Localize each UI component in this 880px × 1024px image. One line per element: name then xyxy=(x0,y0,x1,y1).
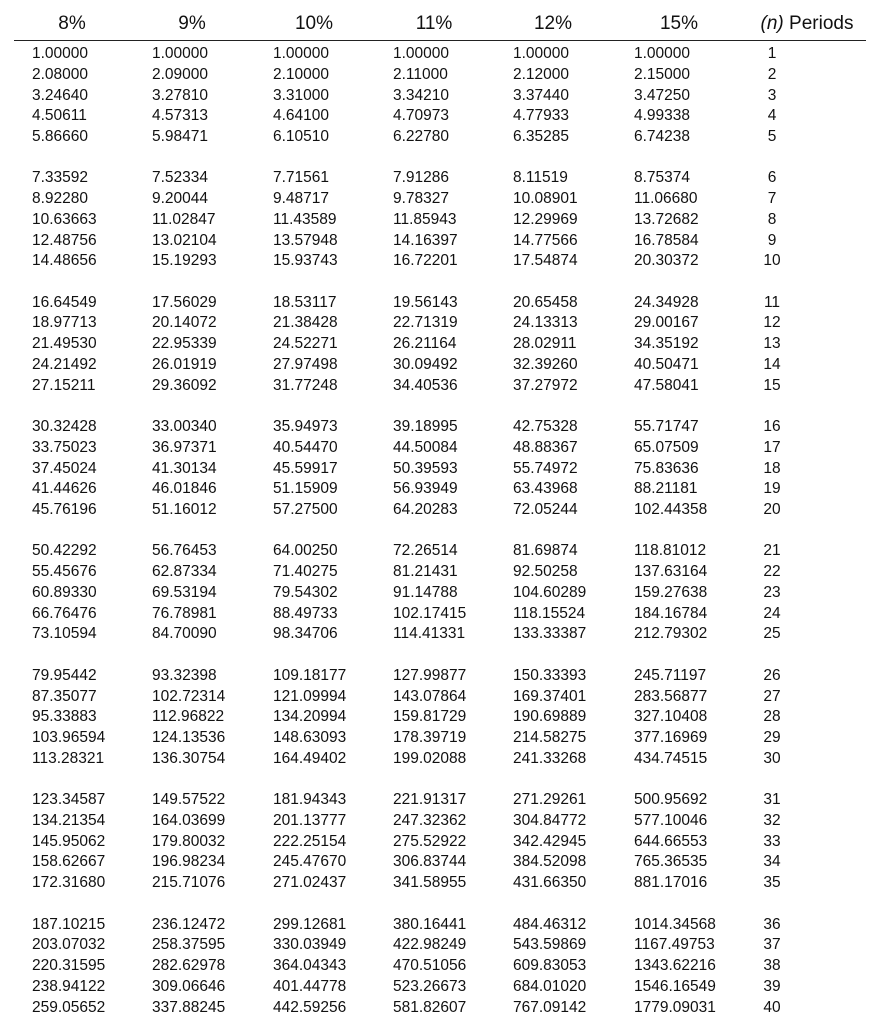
table-cell: 136.30754 xyxy=(152,749,226,767)
period-number: 18 xyxy=(763,459,781,477)
table-cell: 48.88367 xyxy=(513,438,578,456)
table-cell: 401.44778 xyxy=(273,977,347,995)
period-number: 40 xyxy=(763,998,781,1016)
table-cell: 79.54302 xyxy=(273,583,338,601)
table-cell: 283.56877 xyxy=(634,687,708,705)
table-cell: 102.17415 xyxy=(393,604,467,622)
table-cell: 304.84772 xyxy=(513,811,587,829)
table-cell: 1.00000 xyxy=(393,45,450,62)
table-cell: 9.20044 xyxy=(152,190,209,208)
table-cell: 2.12000 xyxy=(513,65,570,83)
table-cell: 306.83744 xyxy=(393,853,467,871)
table-cell: 221.91317 xyxy=(393,791,467,809)
table-cell: 56.76453 xyxy=(152,542,217,560)
table-cell: 45.59917 xyxy=(273,459,338,477)
period-number: 30 xyxy=(763,749,781,767)
table-cell: 4.50611 xyxy=(32,107,87,125)
table-cell: 56.93949 xyxy=(393,480,458,498)
table-cell: 102.44358 xyxy=(634,501,708,519)
table-cell: 342.42945 xyxy=(513,832,587,850)
period-number: 19 xyxy=(763,480,781,498)
table-cell: 12.29969 xyxy=(513,210,578,228)
table-cell: 88.21181 xyxy=(634,480,698,498)
table-cell: 66.76476 xyxy=(32,604,97,622)
table-cell: 881.17016 xyxy=(634,874,708,892)
table-cell: 169.37401 xyxy=(513,687,587,705)
table-cell: 247.32362 xyxy=(393,811,467,829)
table-cell: 39.18995 xyxy=(393,418,458,436)
table-cell: 422.98249 xyxy=(393,936,467,954)
table-cell: 24.52271 xyxy=(273,335,338,353)
table-cell: 199.02088 xyxy=(393,749,467,767)
table-cell: 65.07509 xyxy=(634,438,699,456)
table-cell: 20.30372 xyxy=(634,252,699,270)
period-number: 29 xyxy=(763,729,781,746)
table-cell: 87.35077 xyxy=(32,687,97,705)
table-cell: 123.34587 xyxy=(32,791,106,809)
table-cell: 35.94973 xyxy=(273,418,338,436)
table-cell: 236.12472 xyxy=(152,915,226,933)
table-cell: 8.75374 xyxy=(634,169,691,187)
table-cell: 18.53117 xyxy=(273,293,337,311)
table-cell: 27.15211 xyxy=(32,376,96,394)
table-cell: 88.49733 xyxy=(273,604,338,622)
table-cell: 16.78584 xyxy=(634,231,699,249)
table-cell: 18.97713 xyxy=(32,314,97,332)
table-cell: 71.40275 xyxy=(273,563,338,581)
table-cell: 36.97371 xyxy=(152,438,217,456)
period-number: 31 xyxy=(763,791,781,809)
table-cell: 11.85943 xyxy=(393,210,457,228)
table-cell: 238.94122 xyxy=(32,977,106,995)
table-cell: 75.83636 xyxy=(634,459,699,477)
table-cell: 41.44626 xyxy=(32,480,97,498)
header-rule xyxy=(14,40,866,41)
table-cell: 1.00000 xyxy=(152,45,209,62)
table-cell: 16.72201 xyxy=(393,252,458,270)
table-cell: 15.93743 xyxy=(273,252,338,270)
table-cell: 4.57313 xyxy=(152,107,209,125)
table-cell: 214.58275 xyxy=(513,729,587,746)
table-cell: 7.33592 xyxy=(32,169,89,187)
table-cell: 22.95339 xyxy=(152,335,217,353)
table-cell: 14.77566 xyxy=(513,231,578,249)
table-cell: 6.74238 xyxy=(634,128,691,145)
table-cell: 124.13536 xyxy=(152,729,226,746)
table-cell: 384.52098 xyxy=(513,853,587,871)
table-cell: 1343.62216 xyxy=(634,957,716,974)
table-cell: 114.41331 xyxy=(393,625,466,643)
period-number: 3 xyxy=(767,86,777,104)
table-cell: 4.77933 xyxy=(513,107,570,125)
table-cell: 150.33393 xyxy=(513,666,587,684)
table-cell: 37.45024 xyxy=(32,459,97,477)
table-cell: 127.99877 xyxy=(393,666,467,684)
table-cell: 159.27638 xyxy=(634,583,708,601)
table-cell: 29.00167 xyxy=(634,314,699,332)
table-cell: 41.30134 xyxy=(152,459,217,477)
table-cell: 767.09142 xyxy=(513,998,587,1016)
period-number: 24 xyxy=(763,604,781,622)
table-cell: 15.19293 xyxy=(152,252,217,270)
table-cell: 6.10510 xyxy=(273,128,330,145)
table-cell: 92.50258 xyxy=(513,563,578,581)
table-cell: 1779.09031 xyxy=(634,998,716,1016)
table-cell: 24.34928 xyxy=(634,293,699,311)
table-cell: 523.26673 xyxy=(393,977,467,995)
table-cell: 137.63164 xyxy=(634,563,708,581)
table-cell: 148.63093 xyxy=(273,729,347,746)
period-number: 33 xyxy=(763,832,781,850)
period-number: 20 xyxy=(763,501,781,519)
period-number: 15 xyxy=(763,376,781,394)
table-cell: 81.69874 xyxy=(513,542,578,560)
header-periods-n: (n) xyxy=(760,13,784,34)
period-number: 12 xyxy=(763,314,781,332)
table-cell: 181.94343 xyxy=(273,791,347,809)
table-cell: 21.49530 xyxy=(32,335,97,353)
table-cell: 5.86660 xyxy=(32,128,89,145)
table-cell: 50.42292 xyxy=(32,542,97,560)
table-cell: 24.21492 xyxy=(32,355,97,373)
period-number: 26 xyxy=(763,666,781,684)
table-cell: 32.39260 xyxy=(513,355,578,373)
table-cell: 81.21431 xyxy=(393,563,458,581)
table-cell: 2.10000 xyxy=(273,65,330,83)
period-number: 38 xyxy=(763,957,781,974)
table-cell: 20.14072 xyxy=(152,314,217,332)
table-cell: 79.95442 xyxy=(32,666,97,684)
table-cell: 203.07032 xyxy=(32,936,106,954)
table-cell: 179.80032 xyxy=(152,832,226,850)
table-cell: 6.35285 xyxy=(513,128,570,145)
table-cell: 30.32428 xyxy=(32,418,97,436)
period-number: 21 xyxy=(763,542,781,560)
table-cell: 28.02911 xyxy=(513,335,577,353)
period-number: 1 xyxy=(767,45,777,62)
header-rate-9: 9% xyxy=(178,13,206,34)
table-cell: 1546.16549 xyxy=(634,977,716,995)
period-number: 27 xyxy=(763,687,781,705)
table-cell: 337.88245 xyxy=(152,998,226,1016)
table-cell: 34.40536 xyxy=(393,376,458,394)
table-cell: 118.81012 xyxy=(634,542,707,560)
table-cell: 245.47670 xyxy=(273,853,347,871)
table-cell: 11.43589 xyxy=(273,210,337,228)
period-number: 36 xyxy=(763,915,781,933)
table-cell: 299.12681 xyxy=(273,915,347,933)
table-cell: 29.36092 xyxy=(152,376,217,394)
table-cell: 330.03949 xyxy=(273,936,347,954)
table-cell: 3.47250 xyxy=(634,86,691,104)
table-cell: 2.11000 xyxy=(393,65,448,83)
table-cell: 113.28321 xyxy=(32,749,105,767)
table-cell: 4.64100 xyxy=(273,107,330,125)
table-cell: 577.10046 xyxy=(634,811,708,829)
table-cell: 9.48717 xyxy=(273,190,330,208)
period-number: 7 xyxy=(767,190,777,208)
table-cell: 33.75023 xyxy=(32,438,97,456)
table-cell: 2.09000 xyxy=(152,65,209,83)
period-number: 23 xyxy=(763,583,781,601)
period-number: 35 xyxy=(763,874,781,892)
table-cell: 6.22780 xyxy=(393,128,450,145)
table-cell: 341.58955 xyxy=(393,874,467,892)
table-cell: 10.63663 xyxy=(32,210,97,228)
table-cell: 121.09994 xyxy=(273,687,347,705)
table-cell: 22.71319 xyxy=(393,314,458,332)
table-cell: 46.01846 xyxy=(152,480,217,498)
table-cell: 84.70090 xyxy=(152,625,217,643)
table-cell: 164.49402 xyxy=(273,749,347,767)
period-number: 11 xyxy=(763,293,781,311)
table-cell: 1.00000 xyxy=(634,45,691,62)
table-cell: 9.78327 xyxy=(393,190,450,208)
table-cell: 184.16784 xyxy=(634,604,708,622)
table-cell: 258.37595 xyxy=(152,936,226,954)
header-rate-15: 15% xyxy=(659,13,699,34)
table-cell: 581.82607 xyxy=(393,998,467,1016)
table-cell: 484.46312 xyxy=(513,915,587,933)
table-cell: 470.51056 xyxy=(393,957,467,974)
table-cell: 212.79302 xyxy=(634,625,708,643)
table-cell: 12.48756 xyxy=(32,231,97,249)
period-number: 9 xyxy=(767,231,777,249)
period-number: 6 xyxy=(767,169,777,187)
table-cell: 282.62978 xyxy=(152,957,226,974)
table-cell: 196.98234 xyxy=(152,853,226,871)
header-rate-12: 12% xyxy=(533,13,573,34)
table-cell: 644.66553 xyxy=(634,832,708,850)
header-rate-8: 8% xyxy=(58,13,86,34)
table-cell: 55.45676 xyxy=(32,563,97,581)
table-cell: 364.04343 xyxy=(273,957,347,974)
table-cell: 98.34706 xyxy=(273,625,338,643)
table-cell: 72.05244 xyxy=(513,501,578,519)
period-number: 32 xyxy=(763,811,781,829)
table-cell: 42.75328 xyxy=(513,418,578,436)
period-number: 39 xyxy=(763,977,781,995)
table-cell: 3.34210 xyxy=(393,86,450,104)
table-cell: 431.66350 xyxy=(513,874,587,892)
period-number: 14 xyxy=(763,355,781,373)
table-cell: 21.38428 xyxy=(273,314,338,332)
table-cell: 190.69889 xyxy=(513,708,587,726)
table-cell: 11.02847 xyxy=(152,210,216,228)
table-cell: 72.26514 xyxy=(393,542,458,560)
table-cell: 8.11519 xyxy=(513,169,568,187)
table-cell: 164.03699 xyxy=(152,811,226,829)
table-cell: 76.78981 xyxy=(152,604,217,622)
table-cell: 377.16969 xyxy=(634,729,708,746)
period-number: 8 xyxy=(767,210,777,228)
table-cell: 104.60289 xyxy=(513,583,587,601)
table-cell: 215.71076 xyxy=(152,874,226,892)
table-cell: 17.54874 xyxy=(513,252,578,270)
period-number: 2 xyxy=(767,65,777,83)
table-cell: 33.00340 xyxy=(152,418,217,436)
table-cell: 1.00000 xyxy=(513,45,570,62)
header-periods-label: Periods xyxy=(783,13,854,34)
table-cell: 380.16441 xyxy=(393,915,467,933)
header-rate-10: 10% xyxy=(294,13,334,34)
table-cell: 91.14788 xyxy=(393,583,458,601)
period-number: 4 xyxy=(767,107,777,125)
table-cell: 50.39593 xyxy=(393,459,458,477)
table-cell: 13.57948 xyxy=(273,231,338,249)
table-cell: 34.35192 xyxy=(634,335,699,353)
table-cell: 3.31000 xyxy=(273,86,330,104)
table-cell: 201.13777 xyxy=(273,811,347,829)
table-cell: 275.52922 xyxy=(393,832,467,850)
table-cell: 20.65458 xyxy=(513,293,578,311)
table-cell: 1.00000 xyxy=(32,45,89,62)
table-cell: 16.64549 xyxy=(32,293,97,311)
table-cell: 2.15000 xyxy=(634,65,691,83)
table-cell: 10.08901 xyxy=(513,190,578,208)
table-cell: 259.05652 xyxy=(32,998,106,1016)
table-cell: 133.33387 xyxy=(513,625,587,643)
table-cell: 44.50084 xyxy=(393,438,458,456)
table-cell: 60.89330 xyxy=(32,583,97,601)
table-cell: 14.48656 xyxy=(32,252,97,270)
table-cell: 51.15909 xyxy=(273,480,338,498)
table-cell: 69.53194 xyxy=(152,583,217,601)
table-cell: 27.97498 xyxy=(273,355,338,373)
table-cell: 63.43968 xyxy=(513,480,578,498)
table-cell: 3.27810 xyxy=(152,86,209,104)
table-cell: 7.91286 xyxy=(393,169,450,187)
table-cell: 222.25154 xyxy=(273,832,347,850)
period-number: 17 xyxy=(763,438,781,456)
table-cell: 26.01919 xyxy=(152,355,217,373)
table-cell: 543.59869 xyxy=(513,936,587,954)
period-number: 25 xyxy=(763,625,781,643)
table-cell: 5.98471 xyxy=(152,128,209,145)
table-cell: 103.96594 xyxy=(32,729,106,746)
table-cell: 73.10594 xyxy=(32,625,97,643)
table-cell: 4.70973 xyxy=(393,107,450,125)
table-cell: 102.72314 xyxy=(152,687,226,705)
period-number: 13 xyxy=(763,335,781,353)
table-cell: 19.56143 xyxy=(393,293,458,311)
table-cell: 765.36535 xyxy=(634,853,708,871)
period-number: 34 xyxy=(763,853,781,871)
table-cell: 241.33268 xyxy=(513,749,587,767)
table-cell: 220.31595 xyxy=(32,957,106,974)
table-cell: 442.59256 xyxy=(273,998,347,1016)
table-cell: 64.00250 xyxy=(273,542,338,560)
table-cell: 55.71747 xyxy=(634,418,699,436)
period-number: 10 xyxy=(763,252,781,270)
table-cell: 1167.49753 xyxy=(634,936,715,954)
table-cell: 14.16397 xyxy=(393,231,458,249)
table-cell: 159.81729 xyxy=(393,708,467,726)
table-cell: 172.31680 xyxy=(32,874,106,892)
table-cell: 2.08000 xyxy=(32,65,89,83)
table-cell: 40.54470 xyxy=(273,438,338,456)
table-cell: 134.20994 xyxy=(273,708,347,726)
table-cell: 17.56029 xyxy=(152,293,217,311)
table-cell: 13.02104 xyxy=(152,231,217,249)
period-number: 28 xyxy=(763,708,781,726)
period-number: 22 xyxy=(763,563,781,581)
table-cell: 31.77248 xyxy=(273,376,338,394)
table-cell: 45.76196 xyxy=(32,501,97,519)
table-cell: 8.92280 xyxy=(32,190,89,208)
table-cell: 30.09492 xyxy=(393,355,458,373)
period-number: 5 xyxy=(767,128,777,145)
table-cell: 37.27972 xyxy=(513,376,578,394)
table-cell: 4.99338 xyxy=(634,107,691,125)
table-cell: 309.06646 xyxy=(152,977,226,995)
table-cell: 500.95692 xyxy=(634,791,708,809)
period-number: 16 xyxy=(763,418,781,436)
table-cell: 55.74972 xyxy=(513,459,578,477)
table-cell: 112.96822 xyxy=(152,708,225,726)
table-cell: 609.83053 xyxy=(513,957,587,974)
table-cell: 1014.34568 xyxy=(634,915,716,933)
table-cell: 143.07864 xyxy=(393,687,467,705)
table-cell: 11.06680 xyxy=(634,190,698,208)
table-cell: 7.71561 xyxy=(273,169,330,187)
table-cell: 178.39719 xyxy=(393,729,467,746)
table-cell: 187.10215 xyxy=(32,915,106,933)
table-cell: 26.21164 xyxy=(393,335,457,353)
table-cell: 134.21354 xyxy=(32,811,106,829)
table-cell: 7.52334 xyxy=(152,169,209,187)
table-cell: 327.10408 xyxy=(634,708,708,726)
table-cell: 149.57522 xyxy=(152,791,226,809)
table-cell: 1.00000 xyxy=(273,45,330,62)
table-cell: 47.58041 xyxy=(634,376,699,394)
table-cell: 13.72682 xyxy=(634,210,699,228)
table-cell: 3.24640 xyxy=(32,86,89,104)
table-cell: 95.33883 xyxy=(32,708,97,726)
table-cell: 271.02437 xyxy=(273,874,347,892)
table-cell: 62.87334 xyxy=(152,563,217,581)
table-cell: 3.37440 xyxy=(513,86,570,104)
header-periods xyxy=(748,12,866,36)
table-cell: 245.71197 xyxy=(634,666,707,684)
table-cell: 145.95062 xyxy=(32,832,106,850)
table-cell: 109.18177 xyxy=(273,666,347,684)
table-cell: 93.32398 xyxy=(152,666,217,684)
table-cell: 24.13313 xyxy=(513,314,578,332)
table-cell: 684.01020 xyxy=(513,977,587,995)
table-cell: 158.62667 xyxy=(32,853,106,871)
table-cell: 434.74515 xyxy=(634,749,708,767)
table-cell: 51.16012 xyxy=(152,501,217,519)
period-number: 37 xyxy=(763,936,781,954)
table-cell: 64.20283 xyxy=(393,501,458,519)
header-rate-11: 11% xyxy=(415,13,453,34)
table-cell: 40.50471 xyxy=(634,355,699,373)
table-cell: 118.15524 xyxy=(513,604,586,622)
table-cell: 57.27500 xyxy=(273,501,338,519)
table-cell: 271.29261 xyxy=(513,791,587,809)
